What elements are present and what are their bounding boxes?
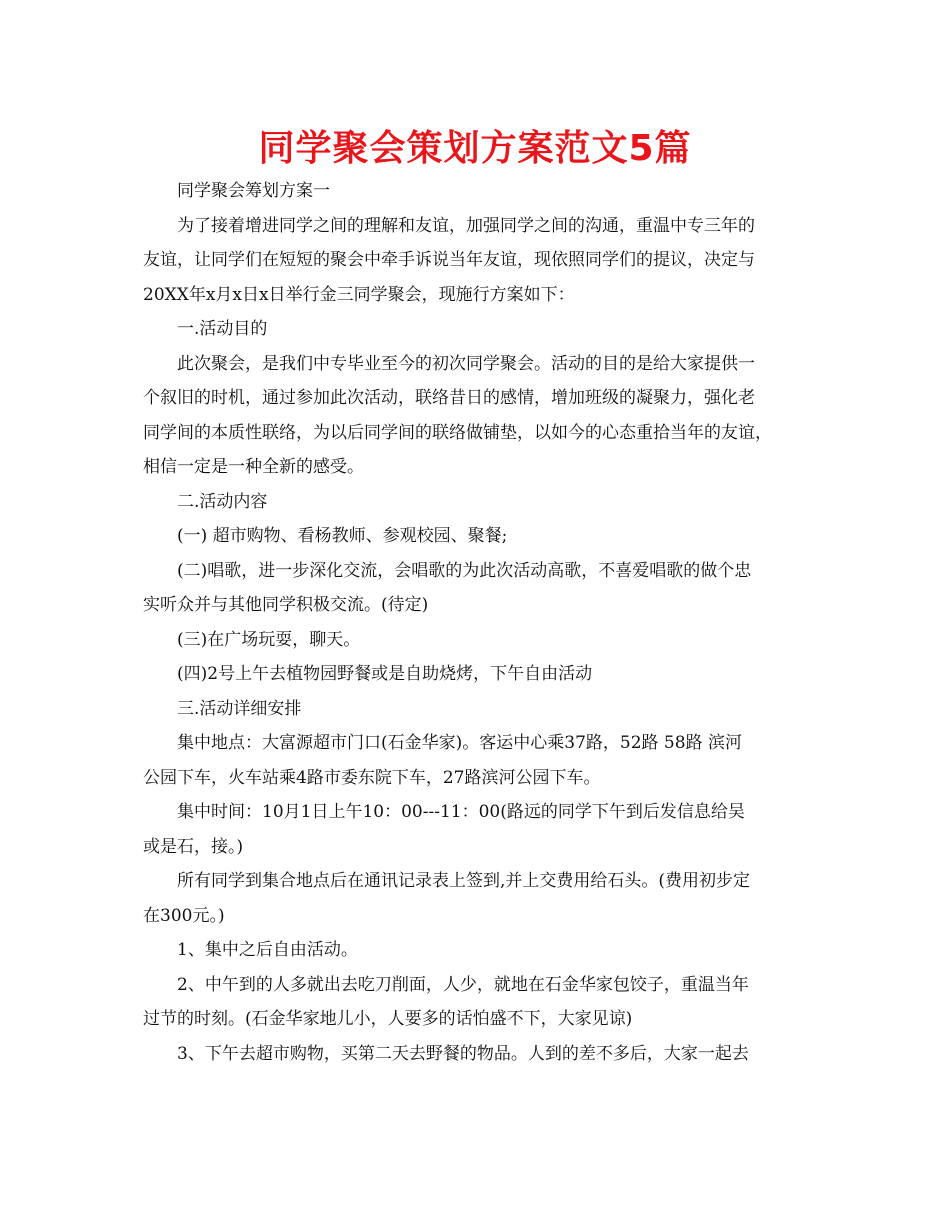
text-line: 所有同学到集合地点后在通讯记录表上签到,并上交费用给石头。(费用初步定	[177, 871, 751, 891]
text-line: 2、中午到的人多就出去吃刀削面，人少，就地在石金华家包饺子，重温当年	[177, 974, 749, 995]
text-line: (三)在广场玩耍，聊天。	[177, 629, 361, 650]
text-line: 个叙旧的时机，通过参加此次活动，联络昔日的感情，增加班级的凝聚力，强化老	[143, 388, 755, 408]
text-line: 在300元。)	[143, 905, 225, 926]
text-line: 友谊，让同学们在短短的聚会中牵手诉说当年友谊，现依照同学们的提议，决定与	[143, 250, 755, 270]
text-line: 集中时间：10月1日上午10：00---11：00(路远的同学下午到后发信息给吴	[177, 802, 745, 822]
text-line: 公园下车，火车站乘4路市委东院下车，27路滨河公园下车。	[143, 767, 601, 788]
section-heading: 三.活动详细安排	[177, 698, 302, 719]
text-line: 此次聚会，是我们中专毕业至今的初次同学聚会。活动的目的是给大家提供一	[177, 353, 755, 374]
text-line: 同学间的本质性联络，为以后同学间的联络做铺垫，以如今的心态重拾当年的友谊，	[143, 422, 772, 443]
section-heading: 二.活动内容	[177, 491, 268, 512]
text-line: 20XX年x月x日x日举行金三同学聚会，现施行方案如下：	[143, 284, 575, 305]
text-line: 为了接着增进同学之间的理解和友谊，加强同学之间的沟通，重温中专三年的	[177, 215, 755, 236]
text-line: 或是石，接。)	[143, 836, 244, 857]
text-line: 集中地点：大富源超市门口(石金华家)。客运中心乘37路，52路 58路 滨河	[177, 733, 742, 753]
text-line: (四)2号上午去植物园野餐或是自助烧烤，下午自由活动	[177, 664, 593, 684]
text-line: (一) 超市购物、看杨教师、参观校园、聚餐;	[177, 526, 508, 546]
text-line: 过节的时刻。(石金华家地儿小，人要多的话怕盛不下，大家见谅)	[143, 1009, 633, 1029]
text-line: 同学聚会筹划方案一	[177, 181, 330, 201]
text-line: 实听众并与其他同学积极交流。(待定)	[143, 595, 429, 615]
document-body	[143, 174, 819, 1071]
document-title: 同学聚会策划方案范文5篇	[258, 128, 692, 169]
text-line: 相信一定是一种全新的感受。	[143, 457, 364, 477]
text-line: 1、集中之后自由活动。	[177, 940, 358, 960]
text-line: (二)唱歌，进一步深化交流，会唱歌的为此次活动高歌，不喜爱唱歌的做个忠	[177, 560, 752, 581]
section-heading: 一.活动目的	[177, 319, 268, 339]
text-line: 3、下午去超市购物，买第二天去野餐的物品。人到的差不多后，大家一起去	[177, 1043, 749, 1064]
